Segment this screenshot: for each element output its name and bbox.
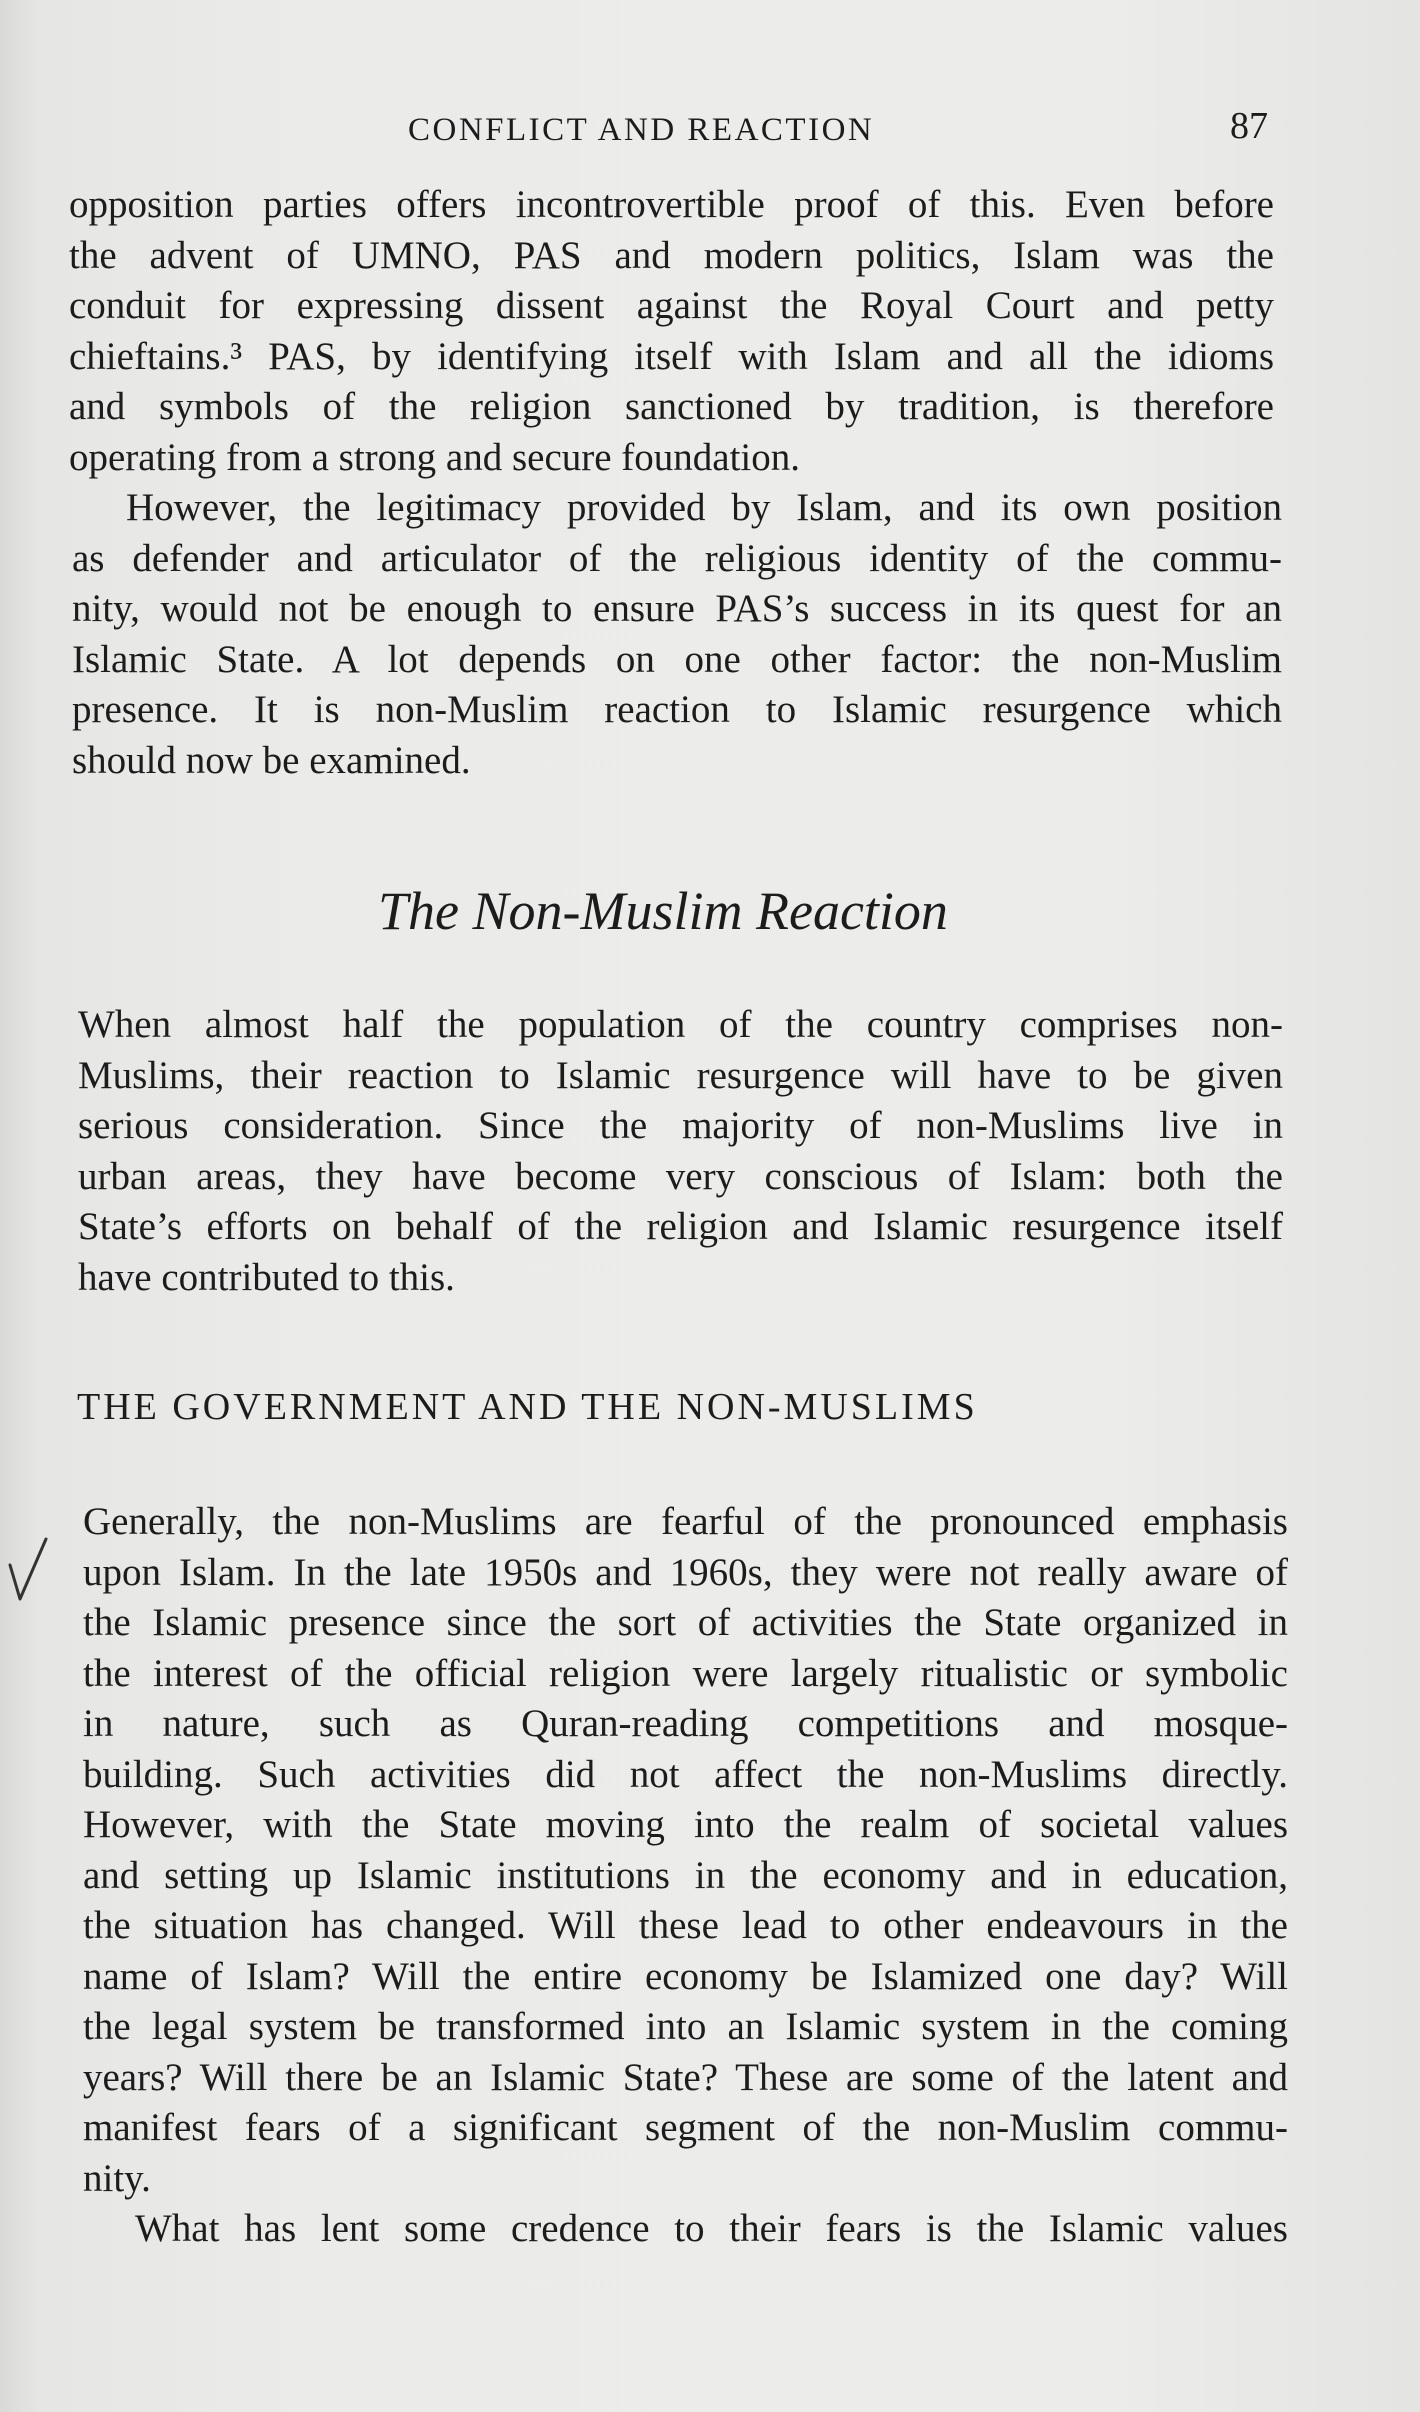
text-line: Islamic State. A lot depends on one other factor: the non-Muslim (72, 637, 1282, 681)
text-line: urban areas, they have become very conscious of Islam: both the (78, 1154, 1283, 1198)
text-line: the Islamic presence since the sort of activities the State organized in (83, 1601, 1288, 1644)
page-number: 87 (1230, 105, 1268, 147)
text-line: and setting up Islamic institutions in the economy and in education, (83, 1853, 1288, 1897)
text-line: However, the legitimacy provided by Islam, and its own position (126, 486, 1282, 529)
running-head: CONFLICT AND REACTION (408, 112, 875, 148)
text-line: years? Will there be an Islamic State? These are some of the latent and (83, 2055, 1288, 2099)
text-line: When almost half the population of the country comprises non- (78, 1003, 1283, 1046)
text-line: presence. It is non-Muslim reaction to Islamic resurgence which (72, 688, 1282, 731)
text-line: have contributed to this. (78, 1255, 455, 1299)
checkmark-icon (6, 1535, 52, 1605)
text-line: the legal system be transformed into an Islamic system in the coming (83, 2005, 1288, 2048)
text-line: the advent of UMNO, PAS and modern politics, Islam was the (69, 233, 1274, 277)
text-line: chieftains.³ PAS, by identifying itself with Islam and all the idioms (69, 334, 1274, 378)
text-line: name of Islam? Will the entire economy be Islamized one day? Will (83, 1954, 1288, 1998)
text-line: building. Such activities did not affect the non-Muslims directly. (83, 1752, 1288, 1796)
text-line: However, with the State moving into the realm of societal values (83, 1803, 1288, 1846)
text-line: conduit for expressing dissent against the Royal Court and petty (69, 284, 1274, 327)
text-line: should now be examined. (72, 738, 471, 782)
text-line: and symbols of the religion sanctioned by tradition, is therefore (69, 385, 1274, 428)
text-line: the situation has changed. Will these lead to other endeavours in the (83, 1904, 1288, 1947)
text-line: nity, would not be enough to ensure PAS’s success in its quest for an (72, 587, 1282, 630)
text-line: opposition parties offers incontrovertible proof of this. Even before (69, 183, 1274, 226)
text-line: serious consideration. Since the majority of non-Muslims live in (78, 1104, 1283, 1147)
text-line: as defender and articulator of the religious identity of the commu- (72, 536, 1282, 580)
text-line: State’s efforts on behalf of the religion and Islamic resurgence itself (78, 1205, 1283, 1248)
text-line: What has lent some credence to their fears is the Islamic values (135, 2207, 1288, 2250)
text-line: manifest fears of a significant segment of the non-Muslim commu- (83, 2106, 1288, 2149)
section-title: The Non-Muslim Reaction (378, 881, 948, 941)
text-line: Muslims, their reaction to Islamic resurgence will have to be given (78, 1053, 1283, 1097)
text-line: the interest of the official religion were largely ritualistic or symbolic (83, 1651, 1288, 1695)
subheading: THE GOVERNMENT AND THE NON-MUSLIMS (77, 1386, 978, 1428)
text-line: upon Islam. In the late 1950s and 1960s, they were not really aware of (83, 1550, 1288, 1594)
text-line: in nature, such as Quran-reading competitions and mosque- (83, 1702, 1288, 1745)
text-line: operating from a strong and secure foundation. (69, 435, 801, 479)
text-line: Generally, the non-Muslims are fearful of the pronounced emphasis (83, 1500, 1288, 1543)
text-line: nity. (83, 2156, 151, 2200)
